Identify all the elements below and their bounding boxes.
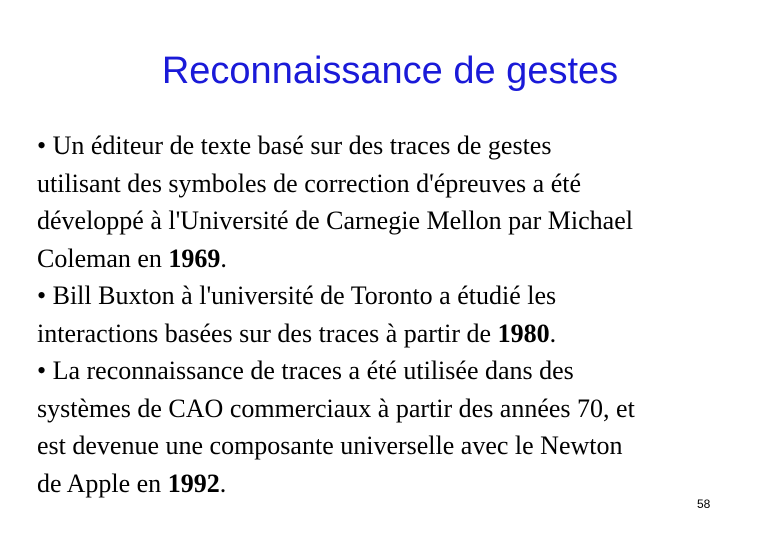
bullet-line-text: Coleman en [37, 243, 169, 273]
bullet-line-punctuation: . [220, 243, 227, 273]
bullet-line-text: interactions basées sur des traces à partir de [37, 318, 498, 348]
bullet-line: développé à l'Université de Carnegie Mellon par Michael [37, 206, 633, 235]
bullet-line: • Un éditeur de texte basé sur des traces de gestes [37, 131, 552, 160]
slide-body [37, 127, 777, 502]
year-highlight: 1980 [497, 318, 550, 348]
bullet-line: • Bill Buxton à l'université de Toronto a étudié les [37, 281, 557, 310]
bullet-line [37, 315, 777, 353]
slide-title: Reconnaissance de gestes [161, 50, 619, 92]
bullet-item [37, 277, 777, 352]
bullet-line [37, 240, 777, 278]
bullet-item [37, 127, 777, 277]
bullet-line: est devenue une composante universelle avec le Newton [37, 431, 623, 460]
bullet-line: • La reconnaissance de traces a été utilisée dans des [37, 356, 574, 385]
bullet-line-text: de Apple en [37, 468, 168, 498]
bullet-line [37, 465, 777, 503]
year-highlight: 1969 [168, 243, 221, 273]
bullet-line-punctuation: . [219, 468, 227, 498]
year-highlight: 1992 [167, 468, 220, 498]
bullet-line: utilisant des symboles de correction d'épreuves a été [37, 168, 582, 198]
bullet-item [37, 352, 777, 502]
bullet-line-punctuation: . [549, 318, 557, 348]
page-number: 58 [697, 497, 711, 511]
bullet-line: systèmes de CAO commerciaux à partir des années 70, et [37, 393, 635, 423]
